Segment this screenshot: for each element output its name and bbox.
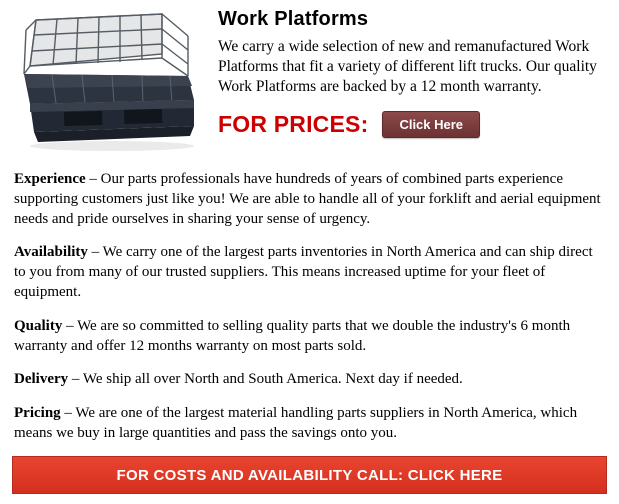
- feature-paragraph-experience: [14, 170, 605, 229]
- feature-paragraph-availability: [14, 243, 605, 302]
- cta-banner-button[interactable]: [12, 456, 607, 494]
- feature-text-quality: – We are so committed to selling quality parts that we double the industry's 6 month warranty and offer 12 months warranty on most parts sold.: [14, 317, 571, 354]
- header-text-block: [208, 8, 607, 138]
- page-title: Work Platforms: [218, 8, 369, 30]
- feature-paragraph-delivery: [14, 370, 605, 390]
- feature-text-availability: – We carry one of the largest parts inventories in North America and can ship direct to you from many of our trusted suppliers. This means increased uptime for your fleet of equipment.: [14, 244, 593, 300]
- for-prices-label: FOR PRICES:: [218, 111, 369, 138]
- work-platform-illustration: [12, 8, 208, 154]
- feature-lead-availability: Availability: [14, 244, 88, 261]
- feature-text-delivery: – We ship all over North and South America. Next day if needed.: [68, 371, 463, 388]
- feature-lead-experience: Experience: [14, 171, 86, 187]
- feature-paragraph-pricing: [14, 404, 605, 444]
- features-list: [12, 170, 607, 444]
- feature-paragraph-quality: [14, 317, 605, 357]
- feature-text-pricing: – We are one of the largest material handling parts suppliers in North America, which means we buy in large quantities and pass the savings onto you.: [14, 405, 578, 441]
- work-platform-image: [12, 8, 208, 154]
- for-prices-row: [218, 111, 607, 138]
- intro-paragraph: We carry a wide selection of new and remanufactured Work Platforms that fit a variety of different lift trucks. Our quality Work Platforms are backed by a 12 month warranty.: [218, 38, 597, 96]
- header-section: [12, 8, 607, 154]
- click-here-button[interactable]: Click Here: [382, 111, 480, 138]
- feature-lead-quality: Quality: [14, 317, 63, 334]
- cta-banner-label: FOR COSTS AND AVAILABILITY CALL: CLICK HERE: [116, 466, 503, 484]
- feature-text-experience: – Our parts professionals have hundreds of years of combined parts experience supporting customers just like you! We are able to handle all of your forklift and aerial equipment needs and pride ourselves in sharing your sense of urgency.: [14, 171, 601, 227]
- feature-lead-pricing: Pricing: [14, 405, 61, 422]
- feature-lead-delivery: Delivery: [14, 371, 69, 388]
